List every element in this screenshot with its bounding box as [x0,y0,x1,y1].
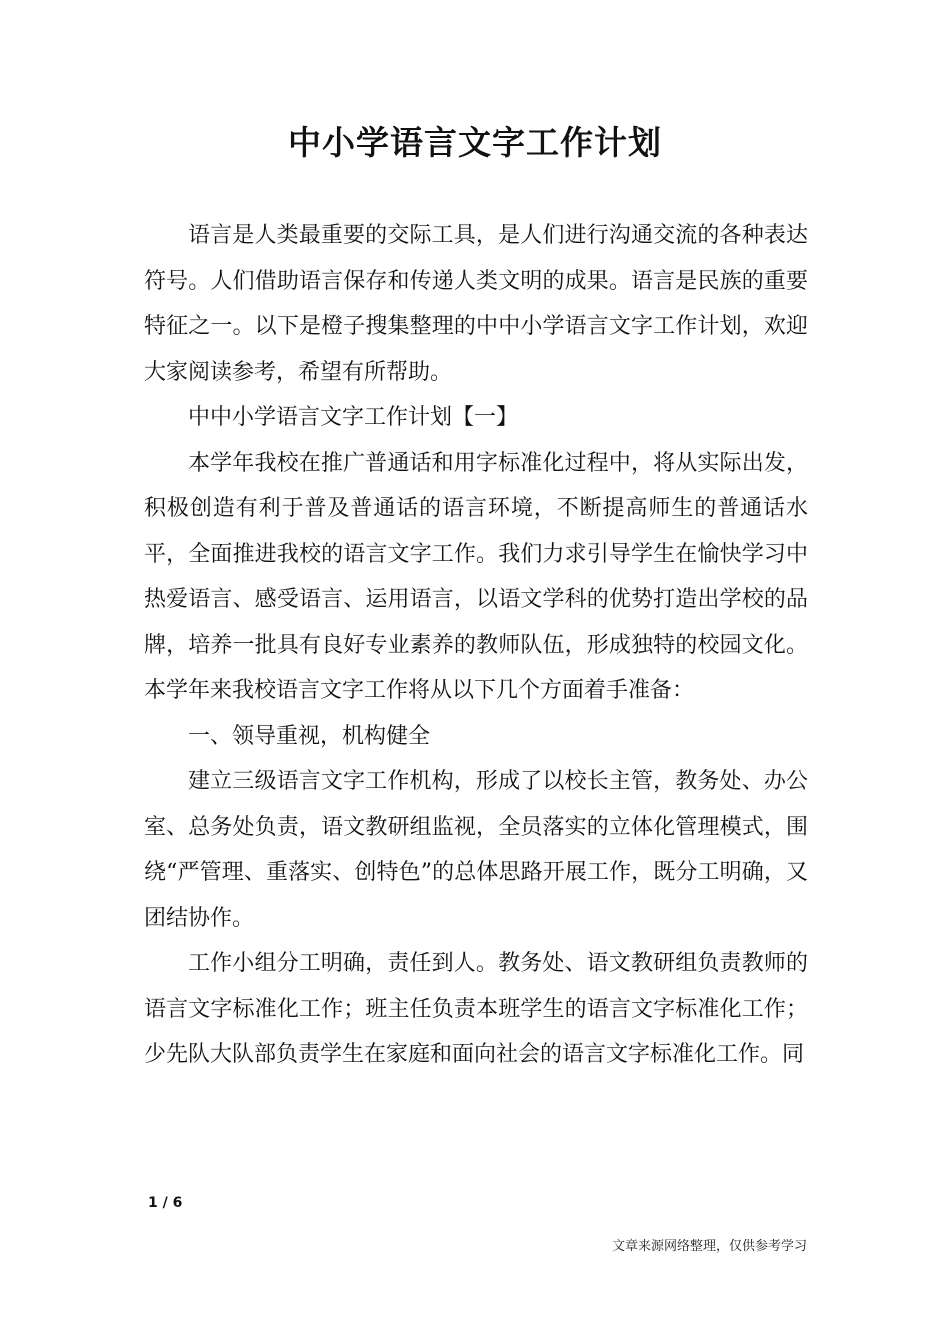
page-number: 1 / 6 [148,1195,183,1211]
paragraph-overview: 本学年我校在推广普通话和用字标准化过程中，将从实际出发，积极创造有利于普及普通话的语言环境，不断提高师生的普通话水平，全面推进我校的语言文字工作。我们力求引导学生在愉快学习中热爱语言、感受语言、运用语言，以语文学科的优势打造出学校的品牌，培养一批具有良好专业素养的教师队伍，形成独特的校园文化。本学年来我校语言文字工作将从以下几个方面着手准备： [144,450,808,703]
document-title: 中小学语言文字工作计划 [288,123,662,162]
paragraph-intro: 语言是人类最重要的交际工具，是人们进行沟通交流的各种表达符号。人们借助语言保存和传递人类文明的成果。语言是民族的重要特征之一。以下是橙子搜集整理的中中小学语言文字工作计划，欢迎大家阅读参考，希望有所帮助。 [144,223,808,385]
section-heading-leadership: 一、领导重视，机构健全 [188,723,431,749]
document-body [144,213,808,1078]
section-heading-plan-one: 中中小学语言文字工作计划【一】 [188,405,519,430]
paragraph-organization: 建立三级语言文字工作机构，形成了以校长主管，教务处、办公室、总务处负责，语文教研组监视，全员落实的立体化管理模式，围绕“严管理、重落实、创特色”的总体思路开展工作，既分工明确，又团结协作。 [144,769,808,931]
footer-note: 文章来源网络整理，仅供参考学习 [611,1239,807,1254]
paragraph-responsibilities: 工作小组分工明确，责任到人。教务处、语文教研组负责教师的语言文字标准化工作；班主任负责本班学生的语言文字标准化工作；少先队大队部负责学生在家庭和面向社会的语言文字标准化工作。同 [144,951,808,1067]
